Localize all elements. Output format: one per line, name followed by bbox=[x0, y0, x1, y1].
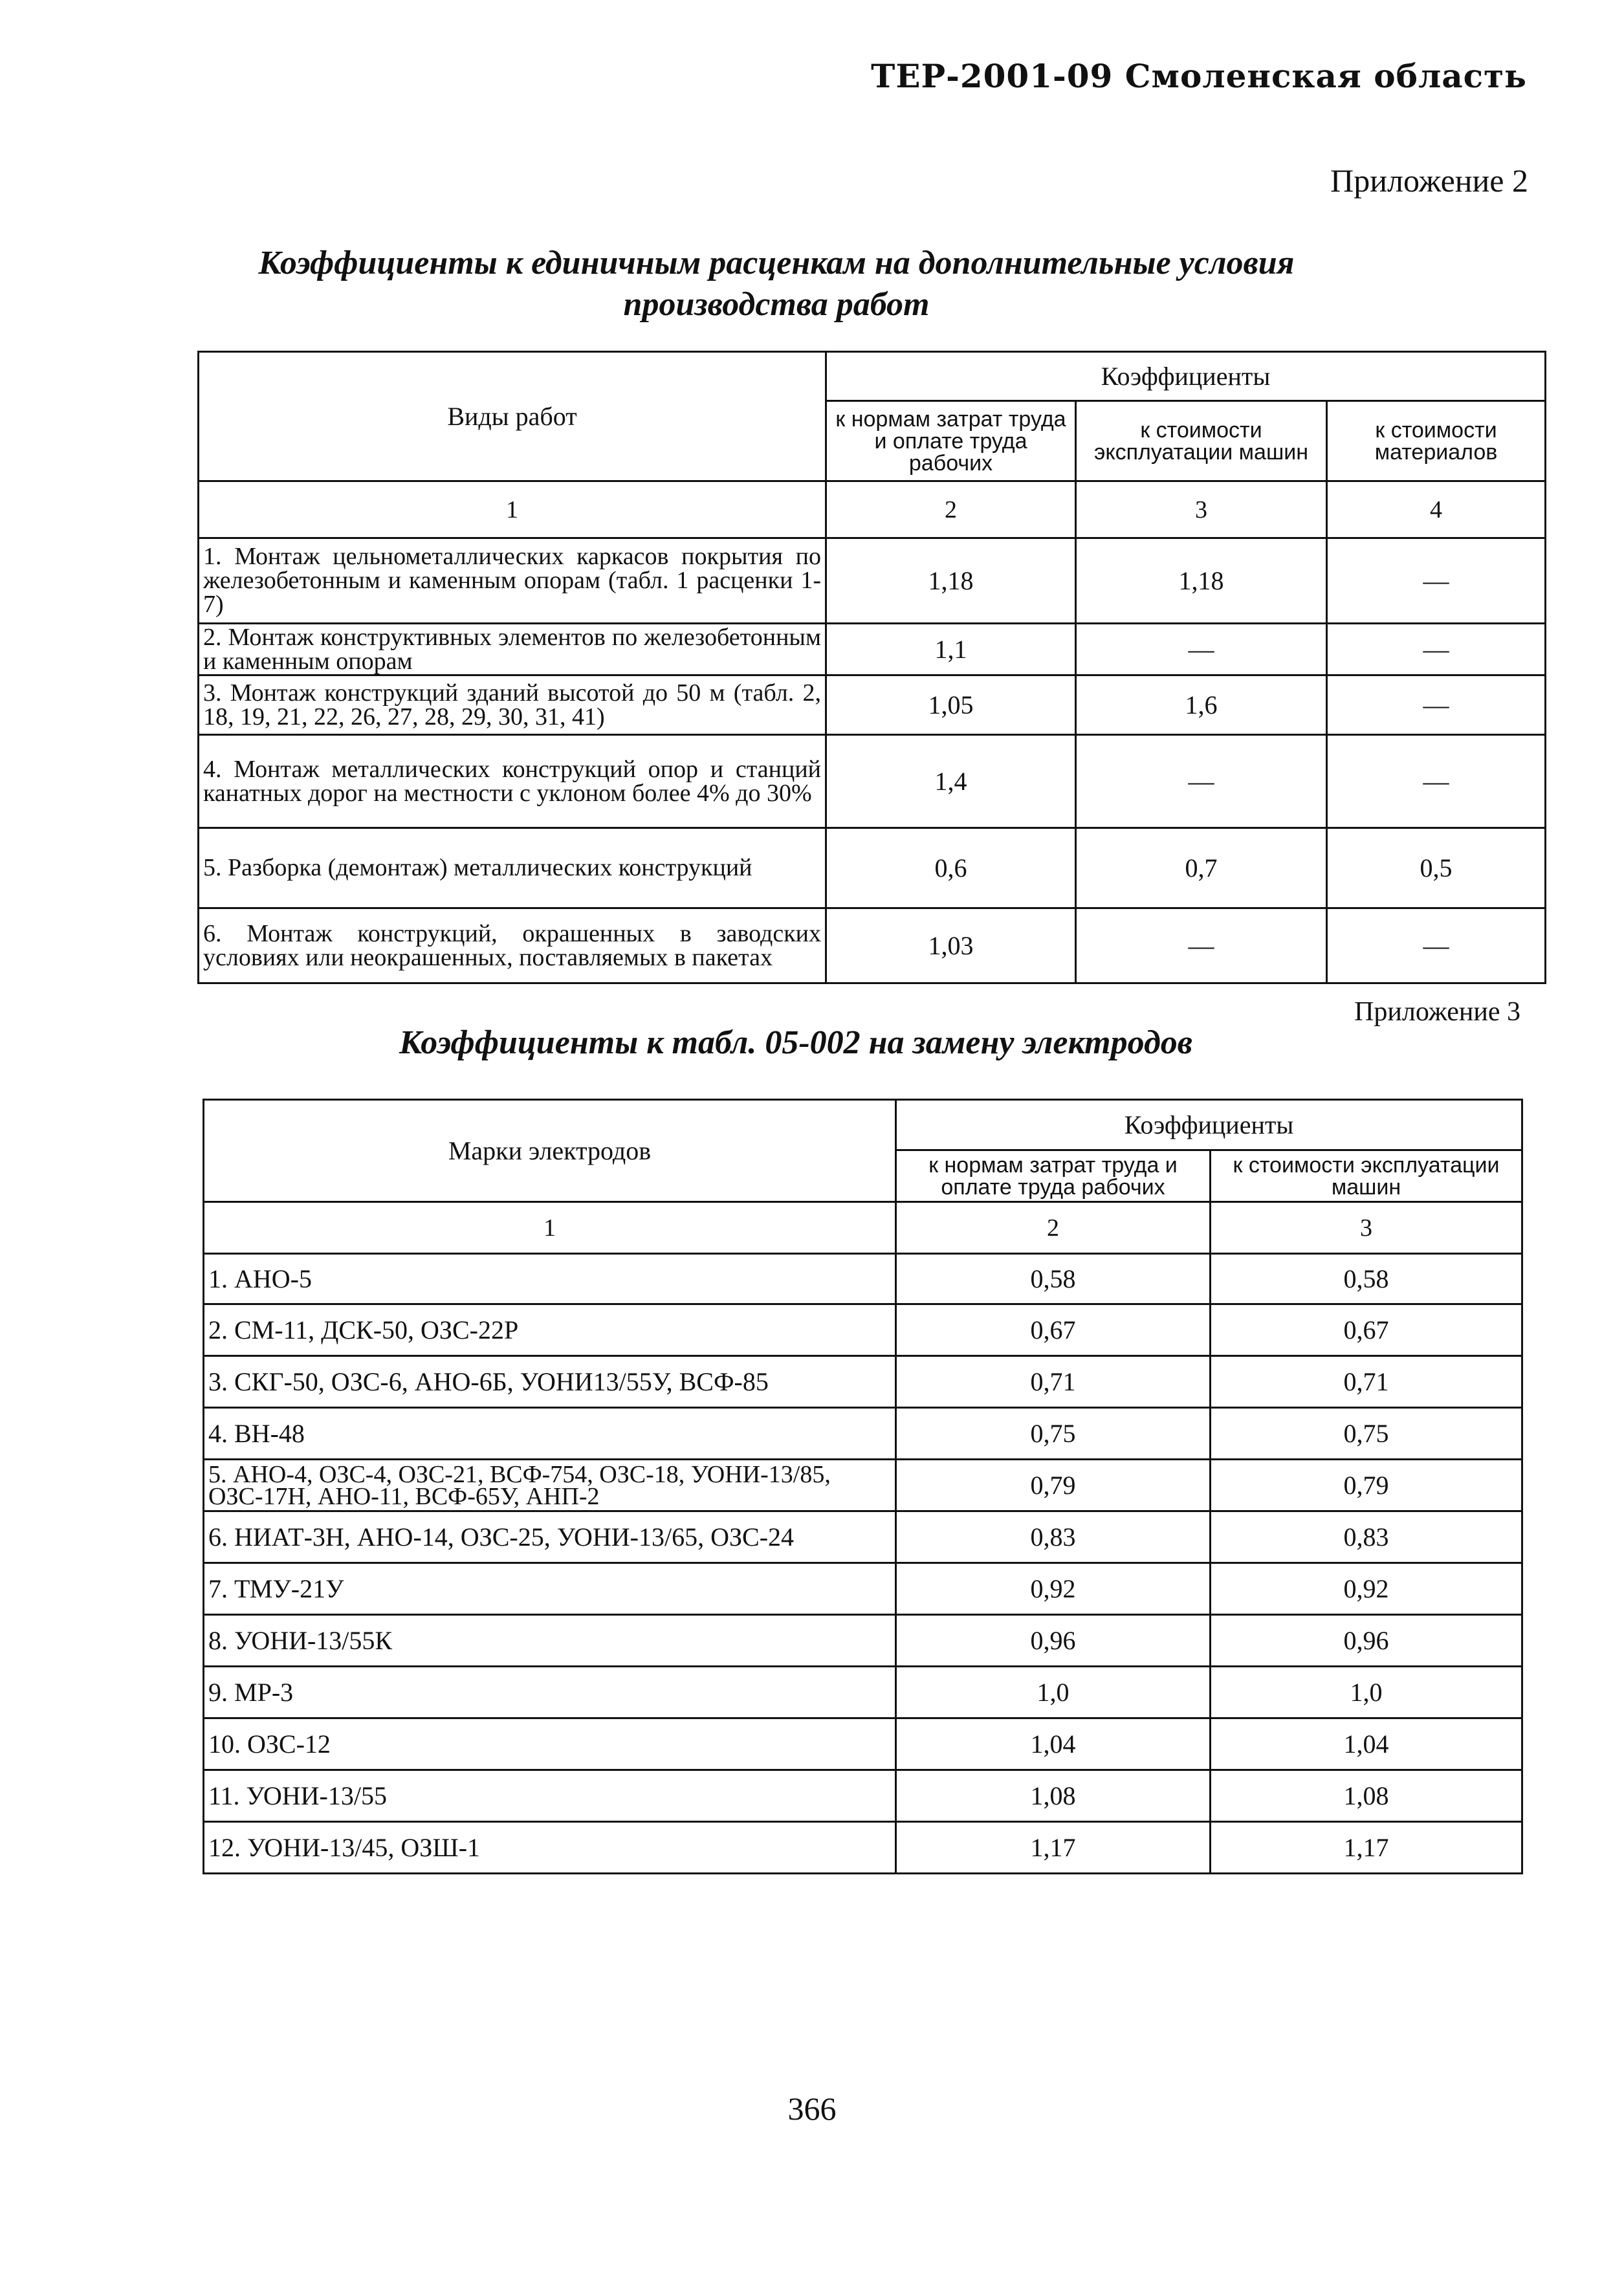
materials-coef-cell: — bbox=[1327, 624, 1546, 675]
subheader-labor: к нормам затрат труда и оплате труда рабочих bbox=[896, 1150, 1211, 1202]
electrode-brand-cell: 9. МР-3 bbox=[204, 1667, 896, 1718]
machines-coef-cell: 0,92 bbox=[1211, 1563, 1522, 1615]
electrode-brand-cell: 7. ТМУ-21У bbox=[204, 1563, 896, 1615]
labor-coef-cell: 0,92 bbox=[896, 1563, 1211, 1615]
labor-coef-cell: 1,03 bbox=[826, 908, 1076, 983]
machines-coef-cell: — bbox=[1076, 624, 1327, 675]
column-number-row bbox=[204, 1202, 1522, 1254]
table-row bbox=[204, 1615, 1522, 1667]
column-number-row bbox=[199, 481, 1546, 538]
table-row bbox=[204, 1408, 1522, 1460]
machines-coef-cell: 1,04 bbox=[1211, 1718, 1522, 1770]
table-row bbox=[204, 1460, 1522, 1511]
work-type-cell: 2. Монтаж конструктивных элементов по железобетонным и каменным опорам bbox=[199, 624, 826, 675]
table-header-row bbox=[199, 352, 1546, 401]
machines-coef-cell: 1,18 bbox=[1076, 538, 1327, 624]
labor-coef-cell: 1,08 bbox=[896, 1770, 1211, 1822]
appendix-2-caption-line1: Коэффициенты к единичным расценкам на дополнительные условия bbox=[258, 245, 1295, 281]
column-number: 1 bbox=[204, 1202, 896, 1254]
materials-coef-cell: — bbox=[1327, 538, 1546, 624]
machines-coef-cell: 1,6 bbox=[1076, 675, 1327, 735]
appendix-2-label: Приложение 2 bbox=[1330, 162, 1528, 199]
table-row bbox=[199, 828, 1546, 908]
labor-coef-cell: 0,79 bbox=[896, 1460, 1211, 1511]
labor-coef-cell: 0,58 bbox=[896, 1254, 1211, 1304]
table-row bbox=[204, 1770, 1522, 1822]
materials-coef-cell: — bbox=[1327, 675, 1546, 735]
machines-coef-cell: — bbox=[1076, 735, 1327, 828]
electrode-brand-cell: 8. УОНИ-13/55К bbox=[204, 1615, 896, 1667]
column-number: 2 bbox=[826, 481, 1076, 538]
machines-coef-cell: 1,17 bbox=[1211, 1822, 1522, 1874]
labor-coef-cell: 0,83 bbox=[896, 1511, 1211, 1563]
materials-coef-cell: — bbox=[1327, 908, 1546, 983]
col-header-coefficients: Коэффициенты bbox=[896, 1100, 1522, 1150]
table-row bbox=[204, 1563, 1522, 1615]
appendix-2-caption bbox=[194, 243, 1359, 325]
electrode-brand-cell: 1. АНО-5 bbox=[204, 1254, 896, 1304]
table-row bbox=[204, 1667, 1522, 1718]
subheader-labor: к нормам затрат труда и оплате труда рабочих bbox=[826, 401, 1076, 481]
table-row bbox=[204, 1356, 1522, 1408]
labor-coef-cell: 0,75 bbox=[896, 1408, 1211, 1460]
document-header-title: ТЕР-2001-09 Смоленская область bbox=[871, 57, 1527, 95]
machines-coef-cell: 1,0 bbox=[1211, 1667, 1522, 1718]
appendix-3-caption: Коэффициенты к табл. 05-002 на замену электродов bbox=[399, 1024, 1192, 1061]
electrode-brand-cell: 3. СКГ-50, ОЗС-6, АНО-6Б, УОНИ13/55У, ВСФ-85 bbox=[204, 1356, 896, 1408]
table-row bbox=[199, 624, 1546, 675]
work-type-cell: 3. Монтаж конструкций зданий высотой до 50 м (табл. 2, 18, 19, 21, 22, 26, 27, 28, 29, 30, 31, 41) bbox=[199, 675, 826, 735]
table-row bbox=[204, 1718, 1522, 1770]
machines-coef-cell: 0,96 bbox=[1211, 1615, 1522, 1667]
electrode-brand-cell: 4. ВН-48 bbox=[204, 1408, 896, 1460]
electrode-brand-cell: 2. СМ-11, ДСК-50, ОЗС-22Р bbox=[204, 1304, 896, 1356]
subheader-machines: к стоимости эксплуатации машин bbox=[1076, 401, 1327, 481]
machines-coef-cell: 0,79 bbox=[1211, 1460, 1522, 1511]
electrode-brand-cell: 5. АНО-4, ОЗС-4, ОЗС-21, ВСФ-754, ОЗС-18, УОНИ-13/85, ОЗС-17Н, АНО-11, ВСФ-65У, АНП-2 bbox=[204, 1460, 896, 1511]
col-header-work-types: Виды работ bbox=[199, 352, 826, 481]
table-row bbox=[199, 675, 1546, 735]
labor-coef-cell: 1,1 bbox=[826, 624, 1076, 675]
column-number: 1 bbox=[199, 481, 826, 538]
electrode-brand-cell: 6. НИАТ-3Н, АНО-14, ОЗС-25, УОНИ-13/65, ОЗС-24 bbox=[204, 1511, 896, 1563]
labor-coef-cell: 0,96 bbox=[896, 1615, 1211, 1667]
labor-coef-cell: 1,18 bbox=[826, 538, 1076, 624]
col-header-electrode-brands: Марки электродов bbox=[204, 1100, 896, 1202]
materials-coef-cell: — bbox=[1327, 735, 1546, 828]
materials-coef-cell: 0,5 bbox=[1327, 828, 1546, 908]
work-type-cell: 6. Монтаж конструкций, окрашенных в заводских условиях или неокрашенных, поставляемых в пакетах bbox=[199, 908, 826, 983]
electrode-brand-cell: 10. ОЗС-12 bbox=[204, 1718, 896, 1770]
appendix-3-table bbox=[203, 1099, 1523, 1874]
machines-coef-cell: 0,75 bbox=[1211, 1408, 1522, 1460]
machines-coef-cell: 1,08 bbox=[1211, 1770, 1522, 1822]
electrode-brand-cell: 11. УОНИ-13/55 bbox=[204, 1770, 896, 1822]
labor-coef-cell: 0,67 bbox=[896, 1304, 1211, 1356]
machines-coef-cell: — bbox=[1076, 908, 1327, 983]
col-header-coefficients: Коэффициенты bbox=[826, 352, 1546, 401]
table-row bbox=[199, 908, 1546, 983]
electrode-brand-cell: 12. УОНИ-13/45, ОЗШ-1 bbox=[204, 1822, 896, 1874]
page-number: 366 bbox=[787, 2090, 837, 2127]
table-row bbox=[204, 1822, 1522, 1874]
labor-coef-cell: 1,17 bbox=[896, 1822, 1211, 1874]
labor-coef-cell: 0,6 bbox=[826, 828, 1076, 908]
table-row bbox=[199, 538, 1546, 624]
column-number: 4 bbox=[1327, 481, 1546, 538]
table-row bbox=[204, 1304, 1522, 1356]
machines-coef-cell: 0,58 bbox=[1211, 1254, 1522, 1304]
subheader-materials: к стоимости материалов bbox=[1327, 401, 1546, 481]
work-type-cell: 4. Монтаж металлических конструкций опор и станций канатных дорог на местности с уклоном более 4% до 30% bbox=[199, 735, 826, 828]
column-number: 3 bbox=[1076, 481, 1327, 538]
work-type-cell: 1. Монтаж цельнометаллических каркасов покрытия по железобетонным и каменным опорам (табл. 1 расценки 1-7) bbox=[199, 538, 826, 624]
subheader-machines: к стоимости эксплуатации машин bbox=[1211, 1150, 1522, 1202]
labor-coef-cell: 1,05 bbox=[826, 675, 1076, 735]
work-type-cell: 5. Разборка (демонтаж) металлических конструкций bbox=[199, 828, 826, 908]
column-number: 2 bbox=[896, 1202, 1211, 1254]
appendix-3-label: Приложение 3 bbox=[1354, 997, 1520, 1027]
labor-coef-cell: 1,4 bbox=[826, 735, 1076, 828]
column-number: 3 bbox=[1211, 1202, 1522, 1254]
table-row bbox=[204, 1511, 1522, 1563]
appendix-2-caption-line2: производства работ bbox=[623, 286, 930, 323]
table-row bbox=[204, 1254, 1522, 1304]
machines-coef-cell: 0,67 bbox=[1211, 1304, 1522, 1356]
labor-coef-cell: 0,71 bbox=[896, 1356, 1211, 1408]
labor-coef-cell: 1,0 bbox=[896, 1667, 1211, 1718]
machines-coef-cell: 0,7 bbox=[1076, 828, 1327, 908]
machines-coef-cell: 0,83 bbox=[1211, 1511, 1522, 1563]
machines-coef-cell: 0,71 bbox=[1211, 1356, 1522, 1408]
labor-coef-cell: 1,04 bbox=[896, 1718, 1211, 1770]
appendix-2-table bbox=[197, 351, 1546, 984]
table-row bbox=[199, 735, 1546, 828]
table-header-row bbox=[204, 1100, 1522, 1150]
